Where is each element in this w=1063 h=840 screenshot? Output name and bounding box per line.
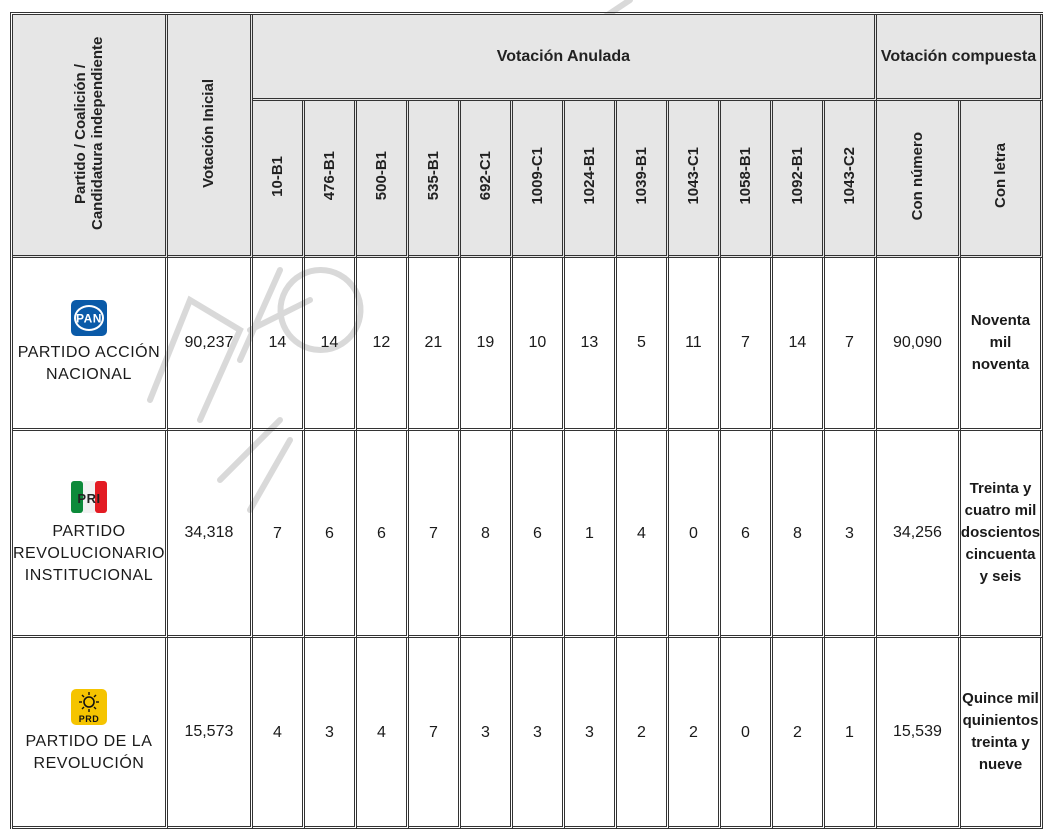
party-name: PARTIDO REVOLUCIONARIO INSTITUCIONAL bbox=[13, 523, 165, 584]
con-letra-cell: Noventa mil noventa bbox=[961, 258, 1043, 431]
anulada-cell: 11 bbox=[669, 258, 721, 431]
anulada-cell: 2 bbox=[669, 638, 721, 829]
con-letra-cell: Treinta y cuatro mil doscientos cincuenta y seis bbox=[961, 431, 1043, 638]
svg-text:PRD: PRD bbox=[78, 714, 100, 724]
party-name: PARTIDO DE LA REVOLUCIÓN bbox=[25, 733, 153, 772]
header-casilla: 476-B1 bbox=[305, 101, 357, 258]
anulada-cell: 8 bbox=[461, 431, 513, 638]
header-votacion-inicial: Votación Inicial bbox=[168, 15, 253, 258]
anulada-cell: 4 bbox=[253, 638, 305, 829]
anulada-cell: 7 bbox=[253, 431, 305, 638]
anulada-cell: 8 bbox=[773, 431, 825, 638]
anulada-cell: 4 bbox=[357, 638, 409, 829]
anulada-cell: 2 bbox=[617, 638, 669, 829]
anulada-cell: 6 bbox=[305, 431, 357, 638]
anulada-cell: 1 bbox=[825, 638, 877, 829]
anulada-cell: 19 bbox=[461, 258, 513, 431]
header-votacion-compuesta: Votación compuesta bbox=[877, 15, 1043, 101]
svg-text:PAN: PAN bbox=[75, 311, 102, 326]
anulada-cell: 12 bbox=[357, 258, 409, 431]
anulada-cell: 6 bbox=[721, 431, 773, 638]
header-casilla: 1043-C2 bbox=[825, 101, 877, 258]
anulada-cell: 7 bbox=[409, 431, 461, 638]
anulada-cell: 10 bbox=[513, 258, 565, 431]
header-casilla: 1058-B1 bbox=[721, 101, 773, 258]
anulada-cell: 0 bbox=[721, 638, 773, 829]
anulada-cell: 14 bbox=[773, 258, 825, 431]
anulada-cell: 1 bbox=[565, 431, 617, 638]
header-casilla: 1092-B1 bbox=[773, 101, 825, 258]
anulada-cell: 6 bbox=[357, 431, 409, 638]
anulada-cell: 14 bbox=[253, 258, 305, 431]
header-casilla: 10-B1 bbox=[253, 101, 305, 258]
party-name: PARTIDO ACCIÓN NACIONAL bbox=[17, 344, 161, 383]
anulada-cell: 2 bbox=[773, 638, 825, 829]
header-casilla: 1009-C1 bbox=[513, 101, 565, 258]
anulada-cell: 14 bbox=[305, 258, 357, 431]
header-partido: Partido / Coalición / Candidatura independiente bbox=[13, 15, 168, 258]
anulada-cell: 4 bbox=[617, 431, 669, 638]
header-con-numero: Con número bbox=[877, 101, 961, 258]
anulada-cell: 0 bbox=[669, 431, 721, 638]
pri-logo-icon bbox=[71, 479, 107, 515]
header-casilla: 1024-B1 bbox=[565, 101, 617, 258]
con-letra-cell: Quince mil quinientos treinta y nueve bbox=[961, 638, 1043, 829]
party-cell bbox=[13, 638, 168, 829]
anulada-cell: 7 bbox=[825, 258, 877, 431]
party-cell bbox=[13, 431, 168, 638]
con-numero-cell: 15,539 bbox=[877, 638, 961, 829]
header-casilla: 692-C1 bbox=[461, 101, 513, 258]
anulada-cell: 3 bbox=[461, 638, 513, 829]
header-casilla: 500-B1 bbox=[357, 101, 409, 258]
con-numero-cell: 90,090 bbox=[877, 258, 961, 431]
anulada-cell: 13 bbox=[565, 258, 617, 431]
svg-text:PRI: PRI bbox=[77, 491, 101, 506]
pan-logo-icon bbox=[71, 300, 107, 336]
anulada-cell: 3 bbox=[565, 638, 617, 829]
results-table-wrapper bbox=[10, 12, 1043, 829]
anulada-cell: 21 bbox=[409, 258, 461, 431]
anulada-cell: 6 bbox=[513, 431, 565, 638]
header-casilla: 535-B1 bbox=[409, 101, 461, 258]
header-votacion-anulada: Votación Anulada bbox=[253, 15, 877, 101]
anulada-cell: 3 bbox=[305, 638, 357, 829]
votacion-inicial: 34,318 bbox=[168, 431, 253, 638]
table-row bbox=[13, 258, 1043, 431]
anulada-cell: 7 bbox=[409, 638, 461, 829]
votacion-inicial: 15,573 bbox=[168, 638, 253, 829]
header-casilla: 1043-C1 bbox=[669, 101, 721, 258]
con-numero-cell: 34,256 bbox=[877, 431, 961, 638]
header-con-letra: Con letra bbox=[961, 101, 1043, 258]
anulada-cell: 5 bbox=[617, 258, 669, 431]
party-cell bbox=[13, 258, 168, 431]
anulada-cell: 3 bbox=[513, 638, 565, 829]
table-row bbox=[13, 638, 1043, 829]
results-table bbox=[10, 12, 1043, 829]
header-casilla: 1039-B1 bbox=[617, 101, 669, 258]
table-row bbox=[13, 431, 1043, 638]
votacion-inicial: 90,237 bbox=[168, 258, 253, 431]
anulada-cell: 3 bbox=[825, 431, 877, 638]
anulada-cell: 7 bbox=[721, 258, 773, 431]
prd-logo-icon bbox=[71, 689, 107, 725]
